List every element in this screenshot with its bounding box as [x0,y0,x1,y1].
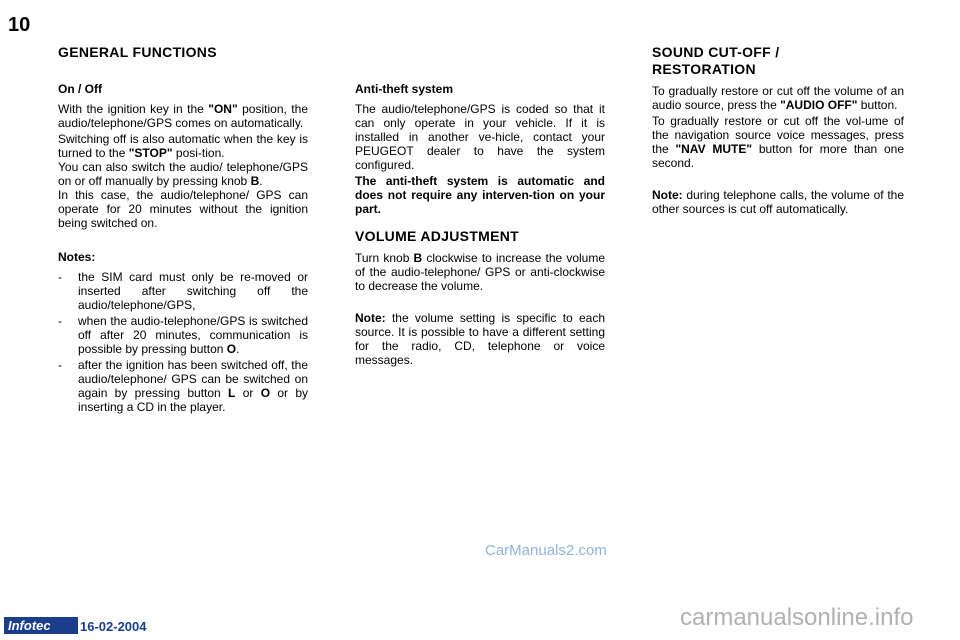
on-off-heading: On / Off [58,82,102,96]
sound-cut-off-paragraph-2: To gradually restore or cut off the vol-ume of the navigation source voice messages, press the "NAV MUTE" button for more than one second. [652,114,904,170]
on-off-body [58,102,308,230]
list-item: - after the ignition has been switched off, the audio/telephone/ GPS can be switched on again by pressing button L or O or by inserting a CD in the player. [58,358,309,414]
footer-site-watermark: carmanualsonline.info [680,604,914,631]
page-number: 10 [8,14,31,36]
section-title: GENERAL FUNCTIONS [58,44,217,60]
volume-section [355,228,605,367]
sound-cut-off-section [652,44,904,216]
anti-theft-paragraph-1: The audio/telephone/GPS is coded so that it can only operate in your vehicle. If it is installed in another ve-hicle, contact your PEUGEOT dealer to have the system configured. [355,102,605,172]
on-off-paragraph-1: With the ignition key in the "ON" position, the audio/telephone/GPS comes on automatically. [58,102,308,130]
footer-date: 16-02-2004 [80,619,147,634]
list-item: - the SIM card must only be re-moved or inserted after switching off the audio/telephone/GPS, [58,270,308,312]
footer-logo: Infotec [8,618,51,633]
anti-theft-paragraph-2: The anti-theft system is automatic and does not require any interven-tion on your part. [355,174,605,216]
on-off-paragraph-2: Switching off is also automatic when the key is turned to the "STOP" posi-tion. [58,132,308,160]
notes-list [58,270,308,414]
volume-heading: VOLUME ADJUSTMENT [355,228,520,244]
sound-cut-off-heading-line-1: SOUND CUT-OFF / [652,44,780,60]
anti-theft-section [355,82,605,216]
watermark: CarManuals2.com [485,542,607,559]
on-off-section [58,82,308,414]
volume-paragraph-1: Turn knob B clockwise to increase the volume of the audio-telephone/ GPS or anti-clockwise to decrease the volume. [355,251,606,293]
sound-cut-off-paragraph-1: To gradually restore or cut off the volume of an audio source, press the "AUDIO OFF" button. [652,84,904,112]
volume-note: Note: the volume setting is specific to each source. It is possible to have a different setting for the radio, CD, telephone or voice messages. [355,311,605,367]
on-off-paragraph-3: You can also switch the audio/ telephone/GPS on or off manually by pressing knob B. [58,160,308,188]
volume-body [355,251,605,367]
sound-cut-off-note: Note: during telephone calls, the volume of the other sources is cut off automatically. [652,188,904,216]
on-off-paragraph-4: In this case, the audio/telephone/ GPS can operate for 20 minutes without the ignition being switched on. [58,188,308,230]
anti-theft-body [355,102,605,216]
sound-cut-off-body [652,84,904,216]
anti-theft-heading: Anti-theft system [355,82,454,96]
notes-heading: Notes: [58,250,96,264]
sound-cut-off-heading-line-2: RESTORATION [652,61,756,77]
list-item: - when the audio-telephone/GPS is switched off after 20 minutes, communication is possible by pressing button O. [58,314,308,356]
